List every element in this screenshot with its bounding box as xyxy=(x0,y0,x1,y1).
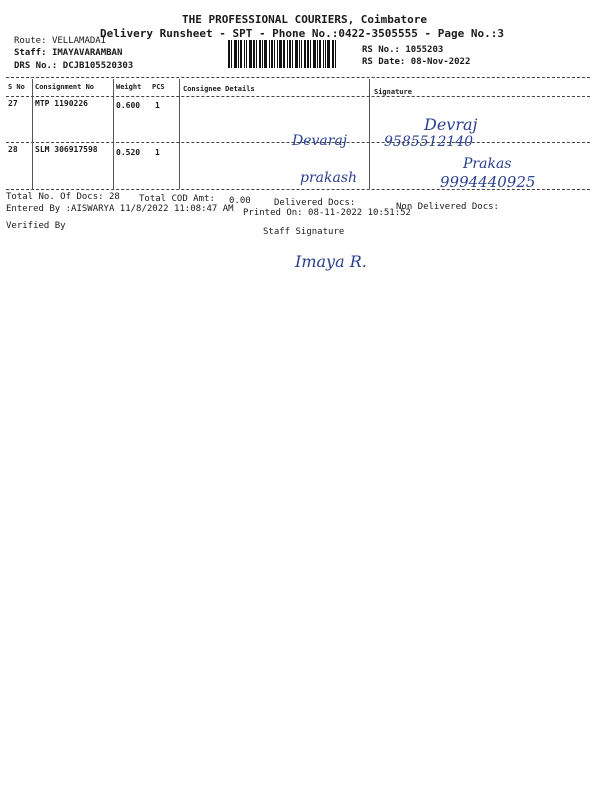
row-pcs: 1 xyxy=(155,148,160,157)
header-consignment: Consignment No xyxy=(35,83,95,91)
consignee-handwriting: Devaraj xyxy=(292,133,348,149)
rs-no-label: RS No.: xyxy=(362,45,400,55)
company-title: THE PROFESSIONAL COURIERS, Coimbatore xyxy=(182,13,428,26)
table-top-divider xyxy=(6,77,590,78)
delivered-docs-label: Delivered Docs: xyxy=(274,198,356,208)
non-delivered-docs-label: Non Delivered Docs: xyxy=(396,202,499,212)
row-pcs: 1 xyxy=(155,101,160,110)
staff-signature-handwriting: Imaya R. xyxy=(295,252,367,271)
row-weight: 0.600 xyxy=(116,101,141,110)
consignee-handwriting: prakash xyxy=(300,170,358,186)
phone-handwriting: 9585512140 xyxy=(384,134,474,150)
staff-value: IMAYAVARAMBAN xyxy=(51,48,123,58)
rs-date-value: 08-Nov-2022 xyxy=(410,57,471,67)
route-label: Route: xyxy=(14,36,47,46)
total-docs-label: Total No. Of Docs: xyxy=(6,192,104,202)
row-sno: 28 xyxy=(8,145,18,154)
column-line xyxy=(32,79,33,189)
row-sno: 27 xyxy=(8,99,18,108)
signature-handwriting: Devraj xyxy=(424,115,478,134)
signature-handwriting: Prakas xyxy=(463,156,512,172)
rs-date-row xyxy=(362,57,470,67)
column-line xyxy=(369,79,370,189)
entered-by: Entered By :AISWARYA 11/8/2022 11:08:47 AM xyxy=(6,204,234,214)
barcode-image xyxy=(228,40,356,68)
cod-label: Total COD Amt: xyxy=(139,194,215,204)
row-consignment: MTP 1190226 xyxy=(35,99,88,108)
total-docs-value: 28 xyxy=(108,192,120,202)
route-row xyxy=(14,36,106,46)
header-pcs: PCS xyxy=(152,83,165,91)
printed-on: Printed On: 08-11-2022 10:51:52 xyxy=(243,208,411,218)
runsheet-subtitle: Delivery Runsheet - SPT - Phone No.:0422-3505555 - Page No.:3 xyxy=(100,27,504,40)
verified-by-label: Verified By xyxy=(6,221,66,231)
staff-label: Staff: xyxy=(14,48,47,58)
rs-date-label: RS Date: xyxy=(362,57,406,67)
rs-no-value: 1055203 xyxy=(405,45,444,55)
phone-handwriting: 9994440925 xyxy=(440,173,536,191)
route-value: VELLAMADAI xyxy=(51,36,107,46)
header-divider xyxy=(6,96,590,97)
staff-signature-label: Staff Signature xyxy=(263,227,345,237)
column-line xyxy=(113,79,114,189)
drs-row xyxy=(14,61,133,71)
rs-no-row xyxy=(362,45,443,55)
row-weight: 0.520 xyxy=(116,148,141,157)
staff-row xyxy=(14,48,122,58)
total-docs xyxy=(6,192,120,202)
drs-label: DRS No.: xyxy=(14,61,58,71)
cod-amount xyxy=(139,194,215,204)
row-consignment: SLM 306917598 xyxy=(35,145,98,154)
cod-value: 0.00 xyxy=(229,196,251,206)
header-weight: Weight xyxy=(116,83,142,91)
column-line xyxy=(179,79,180,189)
drs-value: DCJB105520303 xyxy=(62,61,134,71)
header-consignee: Consignee Details xyxy=(183,85,255,93)
header-signature: Signature xyxy=(374,88,412,96)
header-sno: S No xyxy=(8,83,25,91)
